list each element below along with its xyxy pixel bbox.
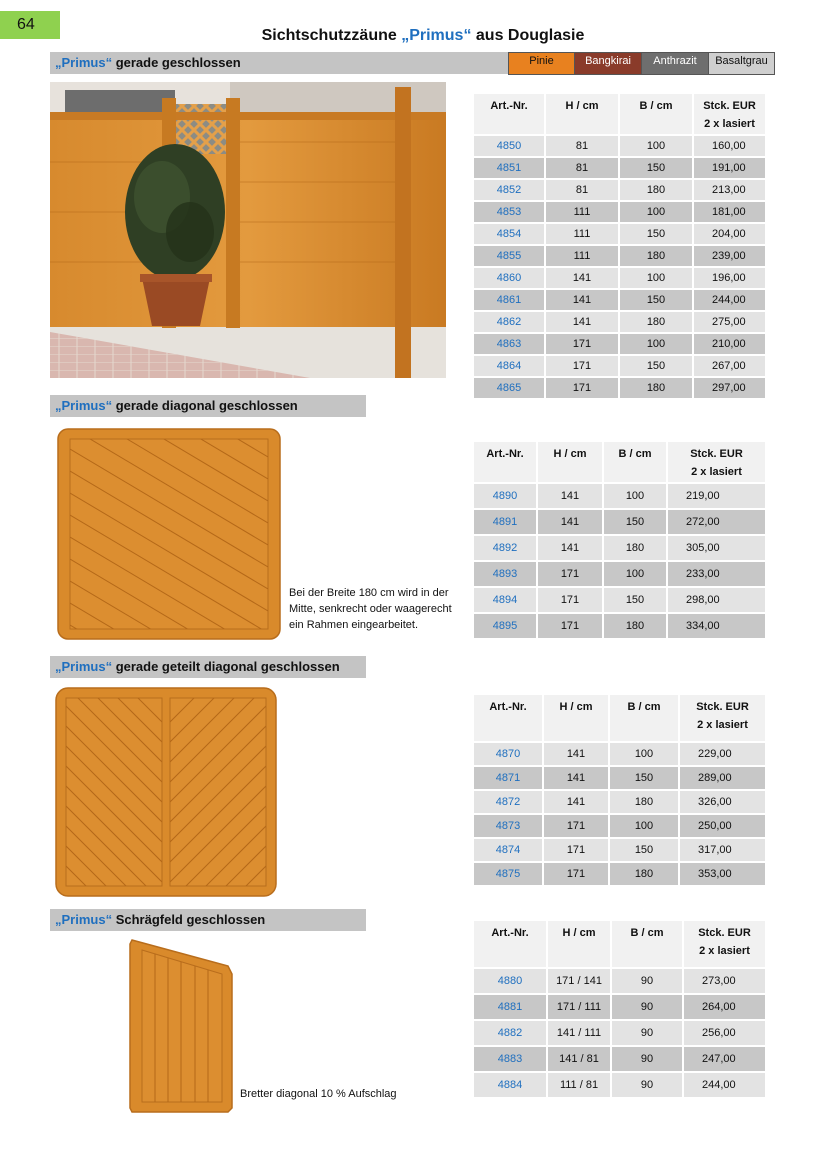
cell-height: 81 <box>545 157 619 179</box>
cell-height: 111 <box>545 245 619 267</box>
table-row <box>473 333 766 355</box>
section-brand: „Primus“ <box>55 912 113 927</box>
fence-photo-illustration <box>50 82 446 378</box>
cell-width: 180 <box>619 245 693 267</box>
cell-art-nr: 4873 <box>473 814 543 838</box>
cell-width: 180 <box>603 613 667 639</box>
table-row <box>473 862 766 886</box>
cell-price: 213,00 <box>693 179 766 201</box>
table-row <box>473 766 766 790</box>
table-header-row <box>473 441 766 483</box>
cell-width: 100 <box>619 201 693 223</box>
fence-photo <box>50 82 446 378</box>
cell-art-nr: 4861 <box>473 289 545 311</box>
cell-width: 180 <box>609 862 679 886</box>
cell-height: 171 <box>537 613 603 639</box>
cell-height: 171 <box>545 377 619 399</box>
panel-geteilt-drawing <box>54 686 278 898</box>
table-row <box>473 223 766 245</box>
cell-height: 171 / 141 <box>547 968 611 994</box>
cell-price: 239,00 <box>693 245 766 267</box>
table-row <box>473 838 766 862</box>
header-h: H / cm <box>547 920 611 968</box>
header-b: B / cm <box>609 694 679 742</box>
cell-art-nr: 4883 <box>473 1046 547 1072</box>
table-row <box>473 1072 766 1098</box>
cell-price: 272,00 <box>667 509 766 535</box>
title-suffix: aus Douglasie <box>471 27 585 44</box>
header-b: B / cm <box>603 441 667 483</box>
cell-art-nr: 4870 <box>473 742 543 766</box>
cell-art-nr: 4874 <box>473 838 543 862</box>
header-art: Art.-Nr. <box>473 93 545 135</box>
price-table-diagonal-geschlossen <box>472 440 767 640</box>
cell-width: 100 <box>603 561 667 587</box>
cell-price: 196,00 <box>693 267 766 289</box>
table-row <box>473 509 766 535</box>
section-title: Schrägfeld geschlossen <box>112 912 266 927</box>
cell-price: 229,00 <box>679 742 766 766</box>
cell-width: 150 <box>609 838 679 862</box>
cell-art-nr: 4853 <box>473 201 545 223</box>
cell-art-nr: 4851 <box>473 157 545 179</box>
panel-diagonal-drawing <box>56 427 282 641</box>
cell-height: 141 / 81 <box>547 1046 611 1072</box>
cell-price: 160,00 <box>693 135 766 157</box>
cell-width: 180 <box>603 535 667 561</box>
table-row <box>473 135 766 157</box>
table-row <box>473 267 766 289</box>
cell-art-nr: 4855 <box>473 245 545 267</box>
cell-price: 326,00 <box>679 790 766 814</box>
cell-height: 141 <box>545 289 619 311</box>
cell-price: 353,00 <box>679 862 766 886</box>
cell-height: 141 <box>537 509 603 535</box>
cell-height: 141 <box>545 267 619 289</box>
cell-height: 141 <box>543 766 609 790</box>
cell-price: 256,00 <box>683 1020 766 1046</box>
cell-price: 204,00 <box>693 223 766 245</box>
cell-price: 191,00 <box>693 157 766 179</box>
cell-width: 150 <box>603 587 667 613</box>
cell-price: 267,00 <box>693 355 766 377</box>
table-row <box>473 561 766 587</box>
header-price: Stck. EUR 2 x lasiert <box>667 441 766 483</box>
cell-height: 171 <box>543 862 609 886</box>
section-brand: „Primus“ <box>55 398 113 413</box>
cell-art-nr: 4890 <box>473 483 537 509</box>
header-art: Art.-Nr. <box>473 441 537 483</box>
cell-art-nr: 4860 <box>473 267 545 289</box>
cell-art-nr: 4894 <box>473 587 537 613</box>
header-price: Stck. EUR 2 x lasiert <box>693 93 766 135</box>
cell-price: 233,00 <box>667 561 766 587</box>
table-row <box>473 245 766 267</box>
section-title: gerade geteilt diagonal geschlossen <box>112 659 340 674</box>
cell-width: 100 <box>619 333 693 355</box>
cell-width: 90 <box>611 1072 683 1098</box>
header-price: Stck. EUR 2 x lasiert <box>683 920 766 968</box>
table-row <box>473 179 766 201</box>
note-bretter-diagonal: Bretter diagonal 10 % Aufschlag <box>240 1088 397 1100</box>
cell-price: 273,00 <box>683 968 766 994</box>
table-row <box>473 157 766 179</box>
cell-height: 171 <box>545 333 619 355</box>
cell-width: 180 <box>619 311 693 333</box>
table-row <box>473 483 766 509</box>
cell-height: 171 / 111 <box>547 994 611 1020</box>
cell-price: 297,00 <box>693 377 766 399</box>
section-brand: „Primus“ <box>55 55 113 70</box>
cell-price: 264,00 <box>683 994 766 1020</box>
cell-width: 180 <box>609 790 679 814</box>
table-row <box>473 201 766 223</box>
table-row <box>473 587 766 613</box>
cell-art-nr: 4862 <box>473 311 545 333</box>
table-header-row <box>473 920 766 968</box>
table-row <box>473 289 766 311</box>
table-row <box>473 377 766 399</box>
table-row <box>473 994 766 1020</box>
table-row <box>473 742 766 766</box>
cell-price: 219,00 <box>667 483 766 509</box>
cell-width: 150 <box>619 223 693 245</box>
cell-art-nr: 4881 <box>473 994 547 1020</box>
header-h: H / cm <box>545 93 619 135</box>
header-art: Art.-Nr. <box>473 920 547 968</box>
table-row <box>473 968 766 994</box>
cell-art-nr: 4891 <box>473 509 537 535</box>
cell-width: 150 <box>609 766 679 790</box>
cell-price: 247,00 <box>683 1046 766 1072</box>
cell-art-nr: 4854 <box>473 223 545 245</box>
cell-art-nr: 4880 <box>473 968 547 994</box>
header-price: Stck. EUR 2 x lasiert <box>679 694 766 742</box>
cell-art-nr: 4892 <box>473 535 537 561</box>
cell-price: 305,00 <box>667 535 766 561</box>
cell-art-nr: 4864 <box>473 355 545 377</box>
cell-height: 141 <box>537 535 603 561</box>
table-row <box>473 1020 766 1046</box>
price-table-gerade-geschlossen <box>472 92 767 400</box>
price-table-schraegfeld <box>472 919 767 1099</box>
cell-width: 90 <box>611 968 683 994</box>
cell-width: 150 <box>619 157 693 179</box>
cell-art-nr: 4863 <box>473 333 545 355</box>
section-brand: „Primus“ <box>55 659 113 674</box>
cell-price: 250,00 <box>679 814 766 838</box>
page-title <box>0 27 826 45</box>
cell-width: 150 <box>619 289 693 311</box>
cell-height: 141 <box>543 742 609 766</box>
price-table-geteilt-diagonal <box>472 693 767 887</box>
cell-width: 90 <box>611 1046 683 1072</box>
section-title: gerade diagonal geschlossen <box>112 398 298 413</box>
table-row <box>473 790 766 814</box>
cell-height: 171 <box>543 814 609 838</box>
cell-height: 111 <box>545 201 619 223</box>
table-row <box>473 814 766 838</box>
section-title: gerade geschlossen <box>112 55 241 70</box>
table-row <box>473 535 766 561</box>
color-swatches <box>508 52 775 75</box>
cell-price: 275,00 <box>693 311 766 333</box>
swatch-basaltgrau: Basaltgrau <box>709 52 775 75</box>
swatch-bangkirai: Bangkirai <box>575 52 642 75</box>
header-art: Art.-Nr. <box>473 694 543 742</box>
cell-price: 181,00 <box>693 201 766 223</box>
cell-height: 171 <box>537 561 603 587</box>
note-breite-180: Bei der Breite 180 cm wird in der Mitte, senkrecht oder waagerecht ein Rahmen eingearbeitet. <box>289 587 452 631</box>
cell-price: 244,00 <box>693 289 766 311</box>
cell-art-nr: 4865 <box>473 377 545 399</box>
section-header-gerade-geschlossen <box>50 52 508 74</box>
swatch-pinie: Pinie <box>508 52 575 75</box>
cell-art-nr: 4884 <box>473 1072 547 1098</box>
cell-width: 150 <box>603 509 667 535</box>
cell-art-nr: 4895 <box>473 613 537 639</box>
cell-width: 100 <box>619 267 693 289</box>
cell-art-nr: 4871 <box>473 766 543 790</box>
table-row <box>473 311 766 333</box>
cell-width: 180 <box>619 179 693 201</box>
cell-height: 171 <box>545 355 619 377</box>
cell-width: 100 <box>603 483 667 509</box>
cell-price: 210,00 <box>693 333 766 355</box>
cell-height: 141 <box>537 483 603 509</box>
cell-price: 298,00 <box>667 587 766 613</box>
title-brand: „Primus“ <box>401 27 472 44</box>
cell-art-nr: 4875 <box>473 862 543 886</box>
table-row <box>473 613 766 639</box>
cell-width: 100 <box>609 814 679 838</box>
cell-width: 180 <box>619 377 693 399</box>
panel-schraeg-drawing <box>128 938 236 1114</box>
cell-height: 171 <box>537 587 603 613</box>
page-number: 64 <box>0 11 60 39</box>
table-row <box>473 1046 766 1072</box>
swatch-anthrazit: Anthrazit <box>642 52 709 75</box>
cell-height: 111 / 81 <box>547 1072 611 1098</box>
header-h: H / cm <box>543 694 609 742</box>
cell-price: 289,00 <box>679 766 766 790</box>
header-b: B / cm <box>611 920 683 968</box>
cell-art-nr: 4872 <box>473 790 543 814</box>
cell-height: 171 <box>543 838 609 862</box>
cell-art-nr: 4882 <box>473 1020 547 1046</box>
section-header-diagonal-geschlossen <box>50 395 366 417</box>
cell-width: 100 <box>609 742 679 766</box>
cell-width: 90 <box>611 1020 683 1046</box>
header-b: B / cm <box>619 93 693 135</box>
cell-price: 317,00 <box>679 838 766 862</box>
section-header-schraegfeld <box>50 909 366 931</box>
cell-art-nr: 4893 <box>473 561 537 587</box>
cell-height: 111 <box>545 223 619 245</box>
table-header-row <box>473 694 766 742</box>
cell-height: 81 <box>545 179 619 201</box>
cell-height: 141 / 111 <box>547 1020 611 1046</box>
header-h: H / cm <box>537 441 603 483</box>
cell-price: 334,00 <box>667 613 766 639</box>
cell-price: 244,00 <box>683 1072 766 1098</box>
title-prefix: Sichtschutzzäune <box>261 27 402 44</box>
cell-height: 141 <box>543 790 609 814</box>
cell-width: 90 <box>611 994 683 1020</box>
section-header-geteilt-diagonal <box>50 656 366 678</box>
table-row <box>473 355 766 377</box>
cell-art-nr: 4852 <box>473 179 545 201</box>
cell-width: 100 <box>619 135 693 157</box>
table-header-row <box>473 93 766 135</box>
cell-art-nr: 4850 <box>473 135 545 157</box>
cell-height: 141 <box>545 311 619 333</box>
cell-height: 81 <box>545 135 619 157</box>
cell-width: 150 <box>619 355 693 377</box>
